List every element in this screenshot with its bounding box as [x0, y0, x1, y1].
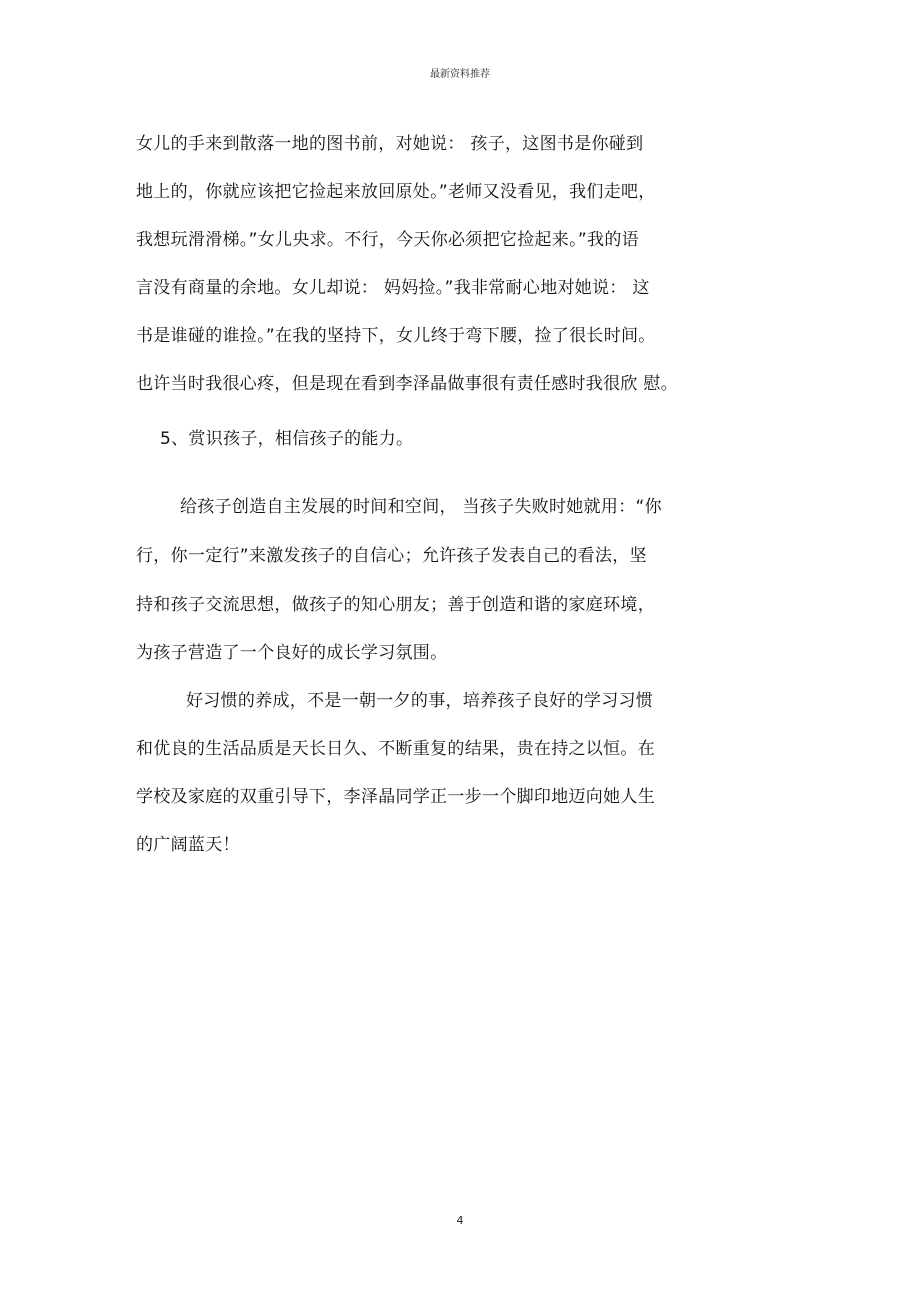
text-line: 行，你一定行”来激发孩子的自信心；允许孩子发表自己的看法，坚 [136, 546, 647, 566]
section-heading: 5、赏识孩子，相信孩子的能力。 [160, 429, 414, 449]
text-line: 女儿的手来到散落一地的图书前，对她说： 孩子，这图书是你碰到 [136, 134, 644, 154]
page-header: 最新资料推荐 [430, 69, 490, 80]
text-line: 学校及家庭的双重引导下，李泽晶同学正一步一个脚印地迈向她人生 [136, 787, 655, 807]
text-line: 的广阔蓝天！ [136, 835, 240, 855]
text-line: 也许当时我很心疼，但是现在看到李泽晶做事很有责任感时我很欣 慰。 [136, 374, 679, 394]
text-line: 持和孩子交流思想，做孩子的知心朋友；善于创造和谐的家庭环境， [136, 595, 655, 615]
text-line: 地上的，你就应该把它捡起来放回原处。”老师又没看见，我们走吧， [136, 182, 656, 202]
text-line: 好习惯的养成，不是一朝一夕的事，培养孩子良好的学习习惯 [186, 691, 654, 711]
text-line: 书是谁碰的谁捡。”在我的坚持下，女儿终于弯下腰，捡了很长时间。 [136, 326, 656, 346]
text-line: 为孩子营造了一个良好的成长学习氛围。 [136, 643, 448, 663]
text-line: 言没有商量的余地。女儿却说： 妈妈捡。”我非常耐心地对她说： 这 [136, 278, 650, 298]
text-line: 给孩子创造自主发展的时间和空间， 当孩子失败时她就用：“你 [180, 497, 662, 517]
page-number: 4 [456, 1214, 464, 1227]
text-line: 和优良的生活品质是天长日久、不断重复的结果，贵在持之以恒。在 [136, 739, 655, 759]
text-line: 我想玩滑滑梯。”女儿央求。不行，今天你必须把它捡起来。”我的语 [136, 230, 639, 250]
